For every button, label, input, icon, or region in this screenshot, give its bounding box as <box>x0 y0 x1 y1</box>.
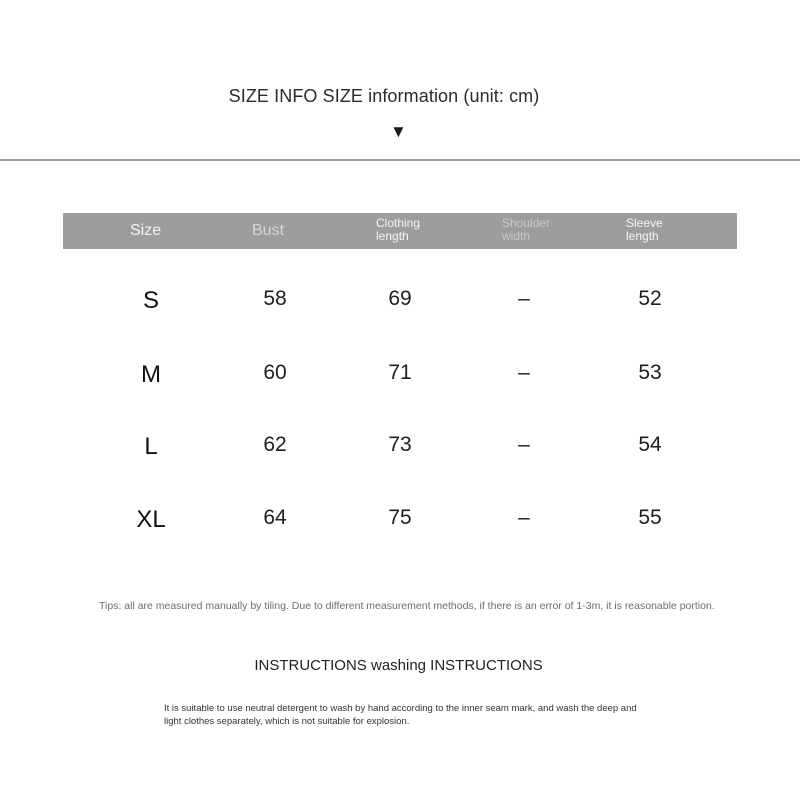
header-bust: Bust <box>252 222 285 239</box>
table-row <box>0 433 800 463</box>
section-divider <box>0 159 800 161</box>
bust-cell: 64 <box>263 506 287 529</box>
table-row <box>0 506 800 536</box>
header-shoulder-width: Shoulder width <box>502 216 551 244</box>
size-cell: L <box>144 433 158 460</box>
size-info-heading: SIZE INFO SIZE information (unit: cm) <box>228 86 540 106</box>
shoulder-width-cell: – <box>518 361 530 384</box>
header-clothing-length: Clothing length <box>376 216 421 244</box>
bust-cell: 60 <box>263 361 287 384</box>
sleeve-length-cell: 52 <box>638 287 662 310</box>
bust-cell: 58 <box>263 287 287 310</box>
sleeve-length-cell: 55 <box>638 506 662 529</box>
measurement-tips: Tips: all are measured manually by tiling. Due to different measurement methods, if there is an error of 1-3m, it is reasonable portion. <box>99 600 715 612</box>
size-cell: M <box>141 361 161 388</box>
size-cell: XL <box>136 506 166 533</box>
sleeve-length-cell: 54 <box>638 433 662 456</box>
table-row <box>0 287 800 317</box>
clothing-length-cell: 73 <box>388 433 412 456</box>
shoulder-width-cell: – <box>518 433 530 456</box>
shoulder-width-cell: – <box>518 506 530 529</box>
table-row <box>0 361 800 391</box>
washing-instructions-text: It is suitable to use neutral detergent to wash by hand according to the inner seam mark, and wash the deep and light clothes separately, which is not suitable for explosion. <box>164 703 637 727</box>
clothing-length-cell: 75 <box>388 506 412 529</box>
clothing-length-cell: 71 <box>388 361 412 384</box>
header-size: Size <box>130 222 162 239</box>
header-sleeve-length: Sleeve length <box>626 216 663 244</box>
sleeve-length-cell: 53 <box>638 361 662 384</box>
size-cell: S <box>142 287 160 314</box>
washing-instructions-heading: INSTRUCTIONS washing INSTRUCTIONS <box>254 657 543 674</box>
shoulder-width-cell: – <box>518 287 530 310</box>
clothing-length-cell: 69 <box>388 287 412 310</box>
down-arrow-icon: ▼ <box>390 122 407 141</box>
bust-cell: 62 <box>263 433 287 456</box>
size-table-header <box>63 213 737 249</box>
